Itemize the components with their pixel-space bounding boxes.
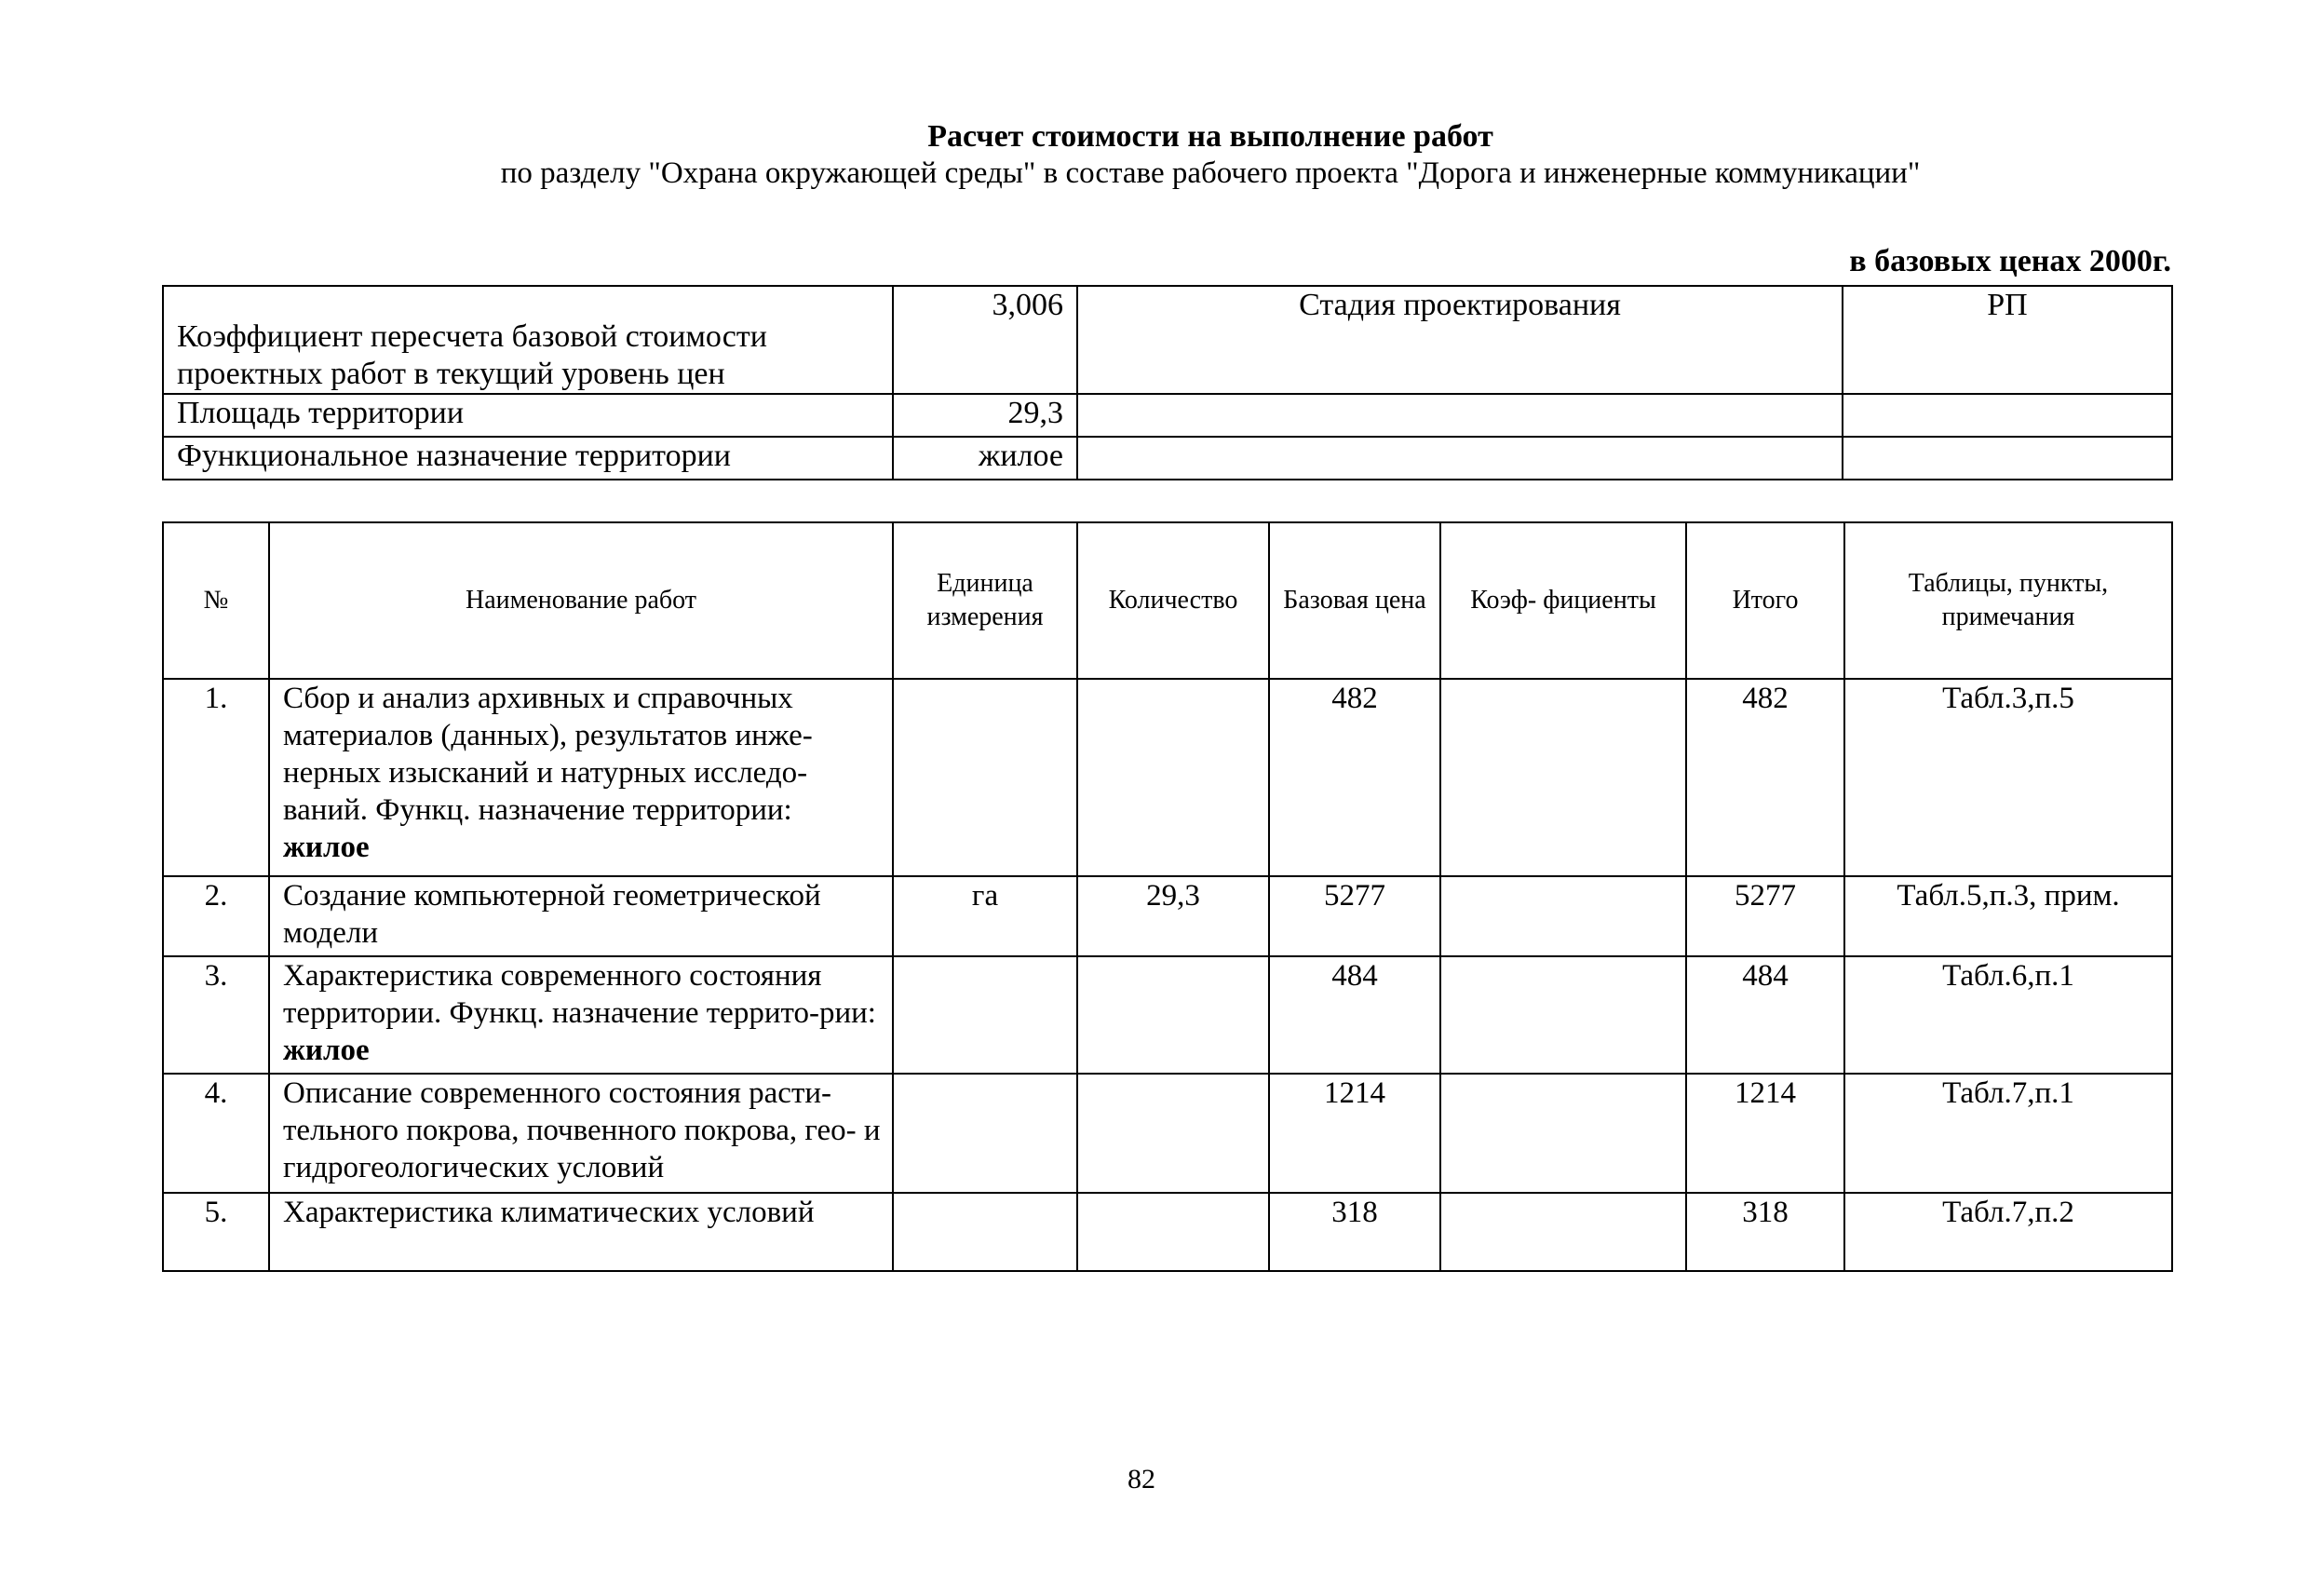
coef-value: 3,006 bbox=[893, 286, 1077, 394]
row-total: 5277 bbox=[1686, 876, 1844, 956]
row-coef bbox=[1440, 956, 1686, 1074]
purpose-value: жилое bbox=[893, 437, 1077, 480]
row-name bbox=[269, 956, 893, 1074]
row-coef bbox=[1440, 876, 1686, 956]
row-notes: Табл.7,п.2 bbox=[1844, 1193, 2172, 1271]
row-base-price: 484 bbox=[1269, 956, 1440, 1074]
row-unit: га bbox=[893, 876, 1077, 956]
stage-label: Стадия проектирования bbox=[1077, 286, 1843, 394]
parameters-row-purpose bbox=[163, 437, 2172, 480]
row-notes: Табл.3,п.5 bbox=[1844, 679, 2172, 876]
row-num: 2. bbox=[163, 876, 269, 956]
row-name bbox=[269, 679, 893, 876]
row-notes: Табл.7,п.1 bbox=[1844, 1074, 2172, 1193]
header-notes: Таблицы, пункты, примечания bbox=[1844, 522, 2172, 679]
row-unit bbox=[893, 956, 1077, 1074]
row-name-text: Характеристика климатических условий bbox=[283, 1196, 815, 1229]
row-qty bbox=[1077, 1074, 1269, 1193]
row-notes: Табл.5,п.3, прим. bbox=[1844, 876, 2172, 956]
header-total: Итого bbox=[1686, 522, 1844, 679]
row-name bbox=[269, 1074, 893, 1193]
row-name-text: Характеристика современного состояния территории. Функц. назначение террито-рии: bbox=[283, 959, 876, 1030]
stage-value: РП bbox=[1843, 286, 2172, 394]
table-row bbox=[163, 679, 2172, 876]
row-total: 318 bbox=[1686, 1193, 1844, 1271]
table-row bbox=[163, 1193, 2172, 1271]
row-total: 1214 bbox=[1686, 1074, 1844, 1193]
row-name-text: Создание компьютерной геометрической модели bbox=[283, 879, 821, 950]
row-qty bbox=[1077, 956, 1269, 1074]
row-num: 5. bbox=[163, 1193, 269, 1271]
row-total: 482 bbox=[1686, 679, 1844, 876]
row-qty bbox=[1077, 679, 1269, 876]
parameters-row-area bbox=[163, 394, 2172, 437]
row-notes: Табл.6,п.1 bbox=[1844, 956, 2172, 1074]
price-basis-note: в базовых ценах 2000г. bbox=[1849, 244, 2171, 278]
row-total: 484 bbox=[1686, 956, 1844, 1074]
header-base-price: Базовая цена bbox=[1269, 522, 1440, 679]
row-base-price: 1214 bbox=[1269, 1074, 1440, 1193]
header-unit: Единица измерения bbox=[893, 522, 1077, 679]
row-unit bbox=[893, 1193, 1077, 1271]
header-name: Наименование работ bbox=[269, 522, 893, 679]
works-table bbox=[162, 521, 2173, 1272]
row-num: 4. bbox=[163, 1074, 269, 1193]
area-value: 29,3 bbox=[893, 394, 1077, 437]
row-base-price: 482 bbox=[1269, 679, 1440, 876]
header-qty: Количество bbox=[1077, 522, 1269, 679]
row-name-bold: жилое bbox=[283, 1034, 370, 1067]
row-qty: 29,3 bbox=[1077, 876, 1269, 956]
table-header-row bbox=[163, 522, 2172, 679]
row-base-price: 5277 bbox=[1269, 876, 1440, 956]
row-unit bbox=[893, 1074, 1077, 1193]
document-subtitle: по разделу "Охрана окружающей среды" в составе рабочего проекта "Дорога и инженерные коммуникации" bbox=[500, 156, 1921, 190]
row-coef bbox=[1440, 1193, 1686, 1271]
header-coefficients: Коэф- фициенты bbox=[1440, 522, 1686, 679]
parameters-row-coefficient bbox=[163, 286, 2172, 394]
coef-label: Коэффициент пересчета базовой стоимости проектных работ в текущий уровень цен bbox=[163, 286, 893, 394]
row-unit bbox=[893, 679, 1077, 876]
row-coef bbox=[1440, 1074, 1686, 1193]
header-num: № bbox=[163, 522, 269, 679]
row-num: 1. bbox=[163, 679, 269, 876]
table-row bbox=[163, 876, 2172, 956]
parameters-table bbox=[162, 285, 2173, 480]
row-qty bbox=[1077, 1193, 1269, 1271]
row-name-bold: жилое bbox=[283, 831, 370, 864]
table-row bbox=[163, 1074, 2172, 1193]
area-label: Площадь территории bbox=[163, 394, 893, 437]
row-num: 3. bbox=[163, 956, 269, 1074]
row-name bbox=[269, 1193, 893, 1271]
row-coef bbox=[1440, 679, 1686, 876]
document-title: Расчет стоимости на выполнение работ bbox=[927, 119, 1493, 154]
page-number: 82 bbox=[1127, 1464, 1155, 1495]
row-base-price: 318 bbox=[1269, 1193, 1440, 1271]
row-name bbox=[269, 876, 893, 956]
purpose-label: Функциональное назначение территории bbox=[163, 437, 893, 480]
row-name-text: Описание современного состояния расти-тельного покрова, почвенного покрова, гео- и гидрогеологических условий bbox=[283, 1076, 881, 1184]
table-row bbox=[163, 956, 2172, 1074]
row-name-text: Сбор и анализ архивных и справочных материалов (данных), результатов инже-нерных изысканий и натурных исследо-ваний. Функц. назначение территории: bbox=[283, 682, 813, 827]
